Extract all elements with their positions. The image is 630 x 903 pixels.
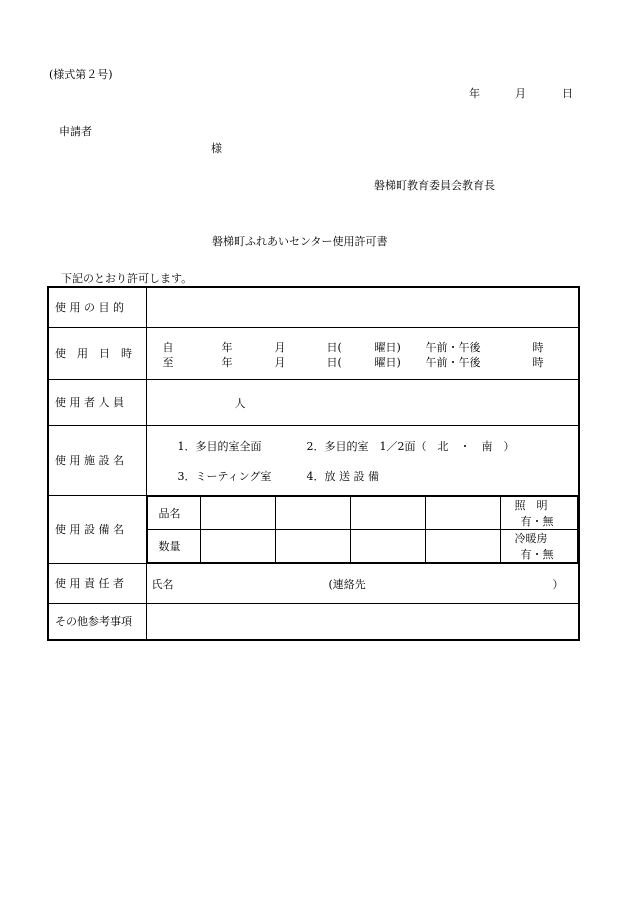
date-month: 月 [515,87,526,100]
responsible-name-label: 氏名 [151,577,174,591]
datetime-from-year: 年 [221,340,233,354]
equipment-aircon [500,529,578,562]
datetime-to-year: 年 [221,355,233,369]
equipment-item-cell-2[interactable] [275,496,350,529]
datetime-from-ampm: 午前・午後 [425,340,481,354]
facility-label: 使 用 施 設 名 [48,425,146,495]
datetime-row [48,327,579,379]
datetime-to-prefix: 至 [162,355,174,369]
responsible-row [48,563,579,603]
persons-label: 使 用 者 人 員 [48,379,146,425]
date-day: 日 [562,87,573,100]
purpose-field[interactable] [146,287,579,327]
aircon-label: 冷暖房 [514,531,548,545]
equipment-item-cell-1[interactable] [200,496,275,529]
equipment-label: 使 用 設 備 名 [48,495,146,563]
equipment-qty-cell-3[interactable] [350,529,425,562]
datetime-label: 使 用 日 時 [48,327,146,379]
equipment-field [146,495,579,563]
equipment-item-cell-4[interactable] [425,496,500,529]
responsible-label: 使 用 責 任 者 [48,563,146,603]
datetime-to-ampm: 午前・午後 [425,355,481,369]
equipment-grid [147,496,579,563]
datetime-field[interactable] [146,327,579,379]
intro-text: 下記のとおり許可します。 [61,272,193,285]
document-title: 磐梯町ふれあいセンター使用許可書 [212,235,388,248]
date-year: 年 [469,87,480,100]
purpose-row [48,287,579,327]
remarks-row [48,603,579,640]
facility-option-2[interactable]: 2．多目的室 1／2面（ 北 ・ 南 ） [306,439,515,453]
datetime-from-weekday: 曜日) [374,340,401,354]
persons-row [48,379,579,425]
responsible-contact-close: ） [552,577,564,591]
equipment-qty-label: 数量 [147,529,200,562]
lighting-value[interactable]: 有・無 [520,514,554,528]
remarks-field[interactable] [146,603,579,640]
applicant-label: 申請者 [59,125,92,138]
datetime-to-month: 月 [274,355,286,369]
facility-row [48,425,579,495]
datetime-from-month: 月 [274,340,286,354]
responsible-field[interactable] [146,563,579,603]
equipment-qty-cell-4[interactable] [425,529,500,562]
lighting-label: 照 明 [514,498,548,512]
aircon-value[interactable]: 有・無 [520,547,554,561]
datetime-from-prefix: 自 [162,340,174,354]
equipment-row [48,495,579,563]
remarks-label: その他参考事項 [48,603,146,640]
persons-field[interactable] [146,379,579,425]
facility-option-1[interactable]: 1．多目的室全面 [177,439,262,453]
form-number: (様式第２号) [49,68,113,81]
facility-option-4[interactable]: 4．放 送 設 備 [306,469,379,483]
equipment-item-label: 品名 [147,496,200,529]
responsible-contact-open: (連絡先 [328,577,366,591]
purpose-label: 使 用 の 目 的 [48,287,146,327]
datetime-to-hour: 時 [532,355,544,369]
facility-field [146,425,579,495]
equipment-item-cell-3[interactable] [350,496,425,529]
facility-option-3[interactable]: 3．ミーティング室 [177,469,272,483]
equipment-lighting [500,496,578,529]
datetime-to-weekday: 曜日) [374,355,401,369]
equipment-qty-cell-1[interactable] [200,529,275,562]
datetime-from-day: 日( [326,340,342,354]
datetime-from-hour: 時 [532,340,544,354]
persons-unit: 人 [234,396,246,410]
applicant-sama: 様 [211,142,222,155]
permit-form-table [47,286,580,641]
datetime-to-day: 日( [326,355,342,369]
equipment-qty-cell-2[interactable] [275,529,350,562]
issuer: 磐梯町教育委員会教育長 [374,179,495,192]
